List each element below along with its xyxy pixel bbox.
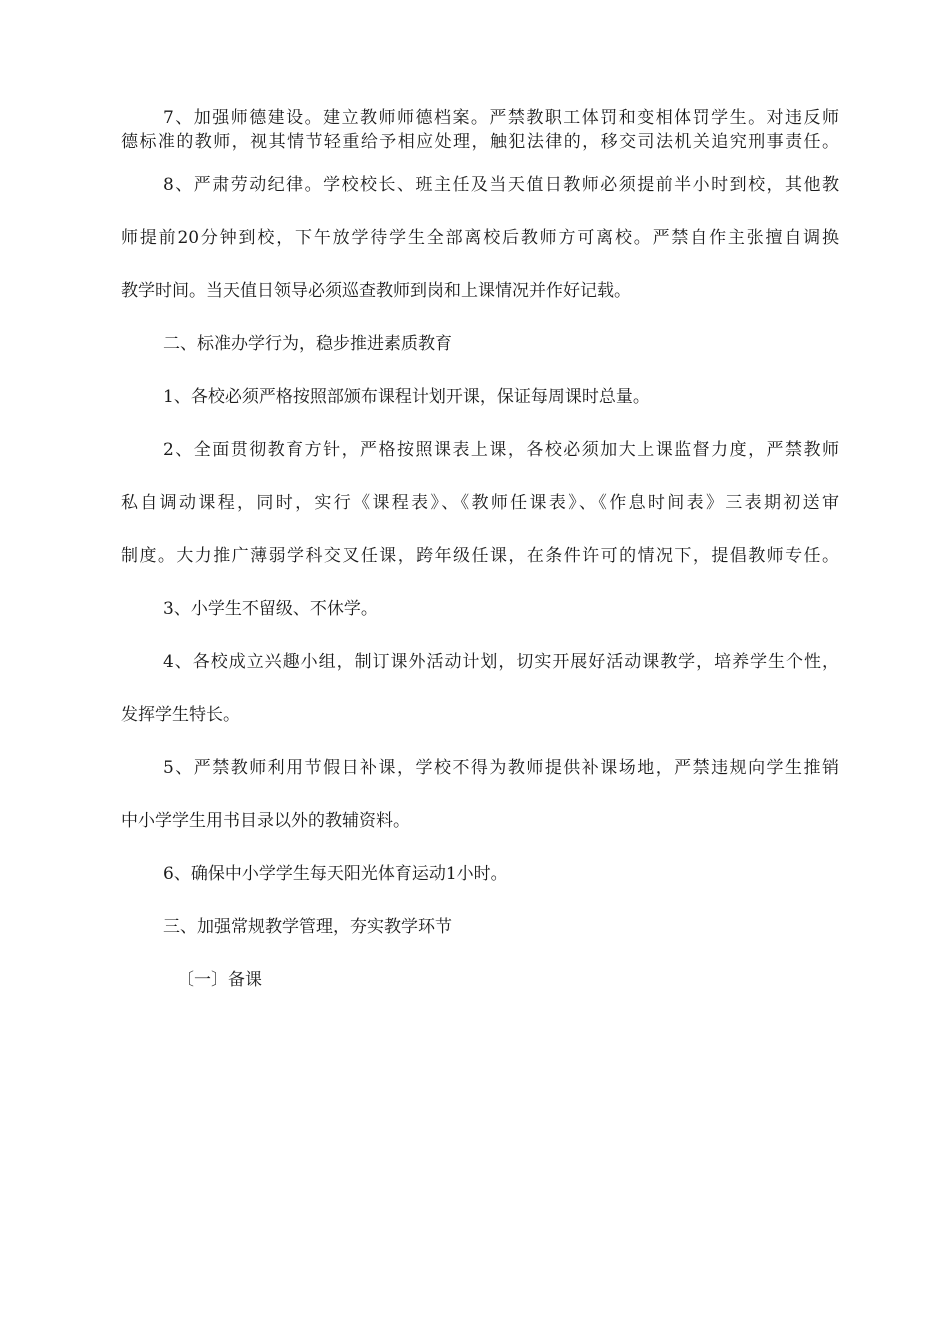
item-2-line-2: 私自调动课程，同时，实行《课程表》、《教师任课表》、《作息时间表》三表期初送审 [121,493,839,513]
paragraph-7-line-2: 德标准的教师，视其情节轻重给予相应处理，触犯法律的，移交司法机关追究刑事责任。 [121,132,839,152]
section-heading-2: 二、标准办学行为，稳步推进素质教育 [163,334,452,354]
item-2-line-3: 制度。大力推广薄弱学科交叉任课，跨年级任课，在条件许可的情况下，提倡教师专任。 [121,546,839,566]
item-4-line-2: 发挥学生特长。 [121,705,240,725]
paragraph-8-line-2: 师提前20分钟到校，下午放学待学生全部离校后教师方可离校。严禁自作主张擅自调换 [121,228,839,248]
item-6: 6、确保中小学学生每天阳光体育运动1小时。 [163,864,508,884]
item-5-line-2: 中小学学生用书目录以外的教辅资料。 [121,811,410,831]
subsection-heading-lesson-prep: 〔一〕备课 [177,970,262,990]
item-1: 1、各校必须严格按照部颁布课程计划开课，保证每周课时总量。 [163,387,650,407]
item-5-line-1: 5、严禁教师利用节假日补课，学校不得为教师提供补课场地，严禁违规向学生推销 [163,758,839,778]
item-3: 3、小学生不留级、不休学。 [163,599,378,619]
section-heading-3: 三、加强常规教学管理，夯实教学环节 [163,917,452,937]
paragraph-7-line-1: 7、加强师德建设。建立教师师德档案。严禁教职工体罚和变相体罚学生。对违反师 [163,108,839,128]
paragraph-8-line-3: 教学时间。当天值日领导必须巡查教师到岗和上课情况并作好记载。 [121,281,631,301]
item-2-line-1: 2、全面贯彻教育方针，严格按照课表上课，各校必须加大上课监督力度，严禁教师 [163,440,839,460]
paragraph-8-line-1: 8、严肃劳动纪律。学校校长、班主任及当天值日教师必须提前半小时到校，其他教 [163,175,839,195]
item-4-line-1: 4、各校成立兴趣小组，制订课外活动计划，切实开展好活动课教学，培养学生个性， [163,652,839,672]
